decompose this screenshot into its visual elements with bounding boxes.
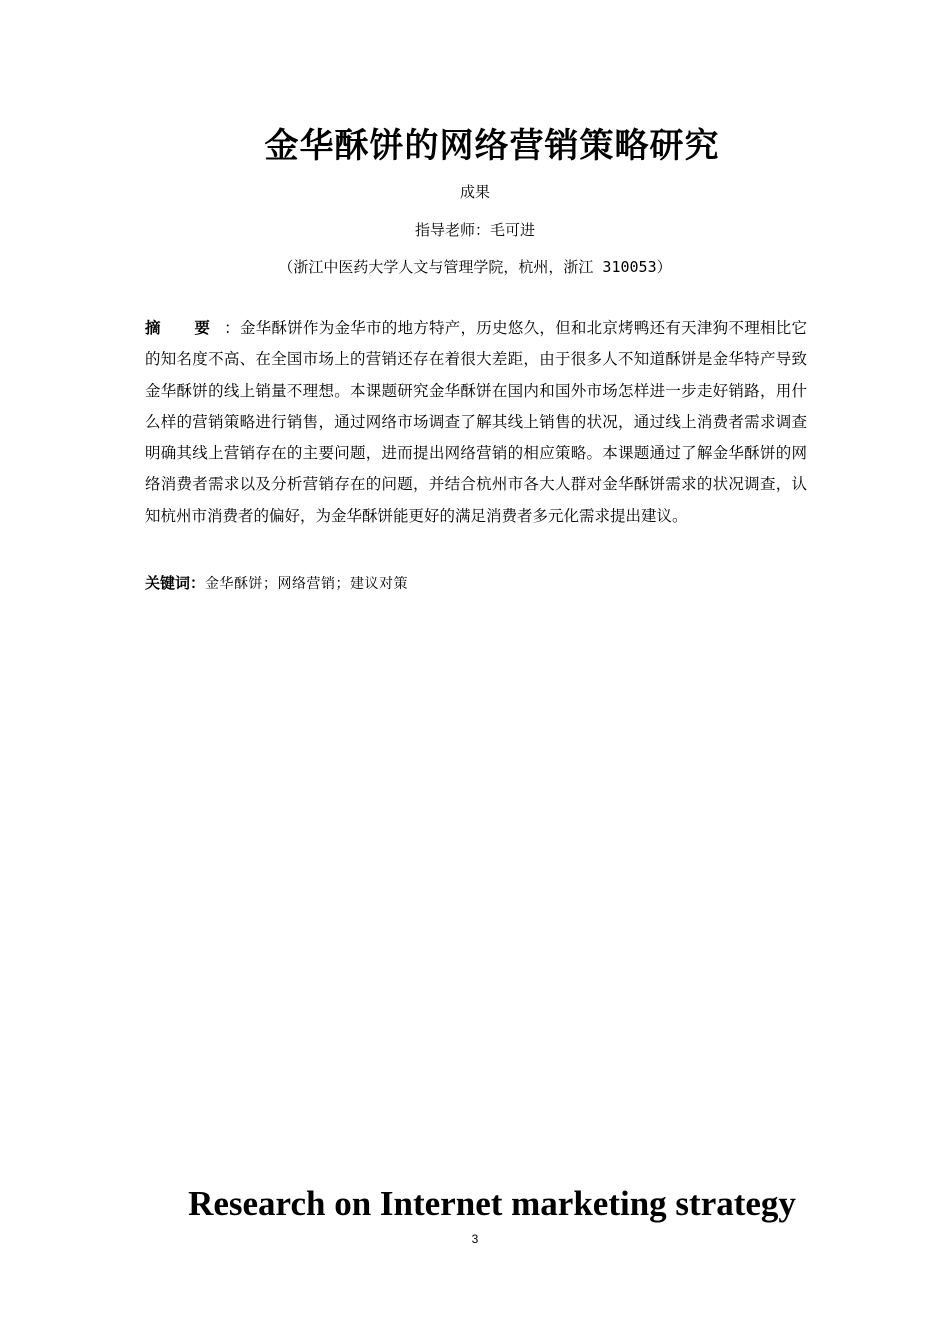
advisor-line: 指导老师：毛可进 bbox=[414, 221, 535, 239]
affiliation-line: （浙江中医药大学人文与管理学院，杭州，浙江 310053） bbox=[278, 258, 672, 276]
abstract-label: 摘 要 bbox=[145, 319, 225, 337]
keywords-label: 关键词： bbox=[145, 574, 206, 592]
keywords-value: 金华酥饼；网络营销；建议对策 bbox=[205, 576, 409, 592]
page-number: 3 bbox=[471, 1232, 479, 1246]
abstract-text: 金华酥饼作为金华市的地方特产，历史悠久，但和北京烤鸭还有天津狗不理相比它的知名度不高、在全国市场上的营销还存在着很大差距，由于很多人不知道酥饼是金华特产导致金华酥饼的线上销量不理想。本课题研究金华酥饼在国内和国外市场怎样进一步走好销路，用什么样的营销策略进行销售，通过网络市场调查了解其线上销售的状况，通过线上消费者需求调查明确其线上营销存在的主要问题，进而提出网络营销的相应策略。本课题通过了解金华酥饼的网络消费者需求以及分析营销存在的问题，并结合杭州市各大人群对金华酥饼需求的状况调查，认知杭州市消费者的偏好，为金华酥饼能更好的满足消费者多元化需求提出建议。 bbox=[145, 319, 807, 525]
abstract-paragraph bbox=[145, 313, 807, 532]
abstract-colon: ： bbox=[224, 319, 240, 337]
chinese-title: 金华酥饼的网络营销策略研究 bbox=[264, 126, 720, 166]
author-name: 成果 bbox=[459, 183, 490, 201]
english-title: Research on Internet marketing strategy bbox=[188, 1184, 796, 1223]
keywords-line bbox=[145, 572, 807, 595]
